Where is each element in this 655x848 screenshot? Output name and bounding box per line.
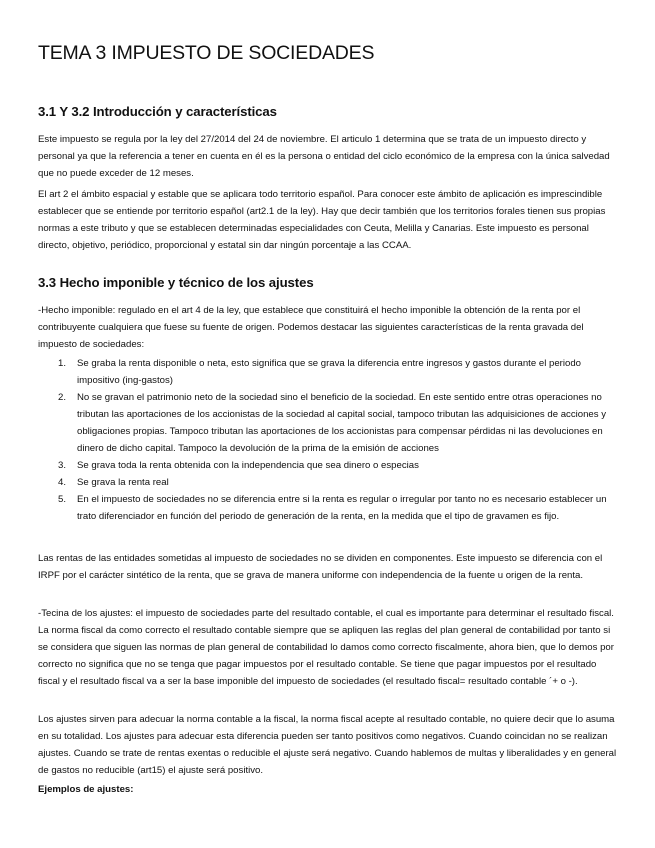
- paragraph-intro-1: Este impuesto se regula por la ley del 27/2014 del 24 de noviembre. El articulo 1 determina que se trata de un impuesto directo y personal ya que la referencia a tener en cuenta en él es la persona o entidad del ciclo económico de la empresa con la única salvedad que no puede exceder de 12 meses.: [38, 134, 610, 179]
- paragraph-intro-2: El art 2 el ámbito espacial y estable que se aplicara todo territorio español. Para conocer este ámbito de aplicación es imprescindible establecer que se entiende por territorio español (art2.1 de la ley). Hay que decir también que los territorios forales tienen sus propias normas a este tributo y que se establecen determinadas especialidades con Ceuta, Melilla y Canarias. Este impuesto es personal directo, objetivo, periódico, proporcional y estatal sin dar ningún porcentaje a las CCAA.: [38, 189, 606, 251]
- paragraph-rentas: Las rentas de las entidades sometidas al impuesto de sociedades no se dividen en componentes. Este impuesto se diferencia con el IRPF por el carácter sintético de la renta, que se grava de manera uniforme con independencia de la fuente u origen de la renta.: [38, 553, 603, 581]
- list-item: [38, 474, 618, 491]
- characteristics-list: [38, 355, 618, 525]
- list-item: [38, 491, 618, 525]
- list-item-number: 5.: [58, 494, 67, 505]
- list-item-text: En el impuesto de sociedades no se diferencia entre si la renta es regular o irregular por tanto no es necesario establecer un trato diferenciador en función del periodo de generación de la renta, en la medida que el tipo de gravamen es fijo.: [77, 494, 607, 522]
- list-item-text: Se grava la renta real: [77, 477, 169, 488]
- document-title: TEMA 3 IMPUESTO DE SOCIEDADES: [38, 42, 375, 64]
- list-item-text: Se graba la renta disponible o neta, esto significa que se grava la diferencia entre ingresos y gastos durante el periodo impositivo (ing-gastos): [77, 358, 581, 386]
- list-item: [38, 355, 618, 389]
- list-item: [38, 457, 618, 474]
- list-item-text: No se gravan el patrimonio neto de la sociedad sino el beneficio de la sociedad. En este sentido entre otras operaciones no tributan las aportaciones de los accionistas de la sociedad al capital social, tampoco tributan las adquisiciones de acciones y obligaciones propias. Tampoco tributan las aportaciones de los accionistas para compensar pérdidas ni las devoluciones en dinero de dicho capital. Tampoco la devolución de la prima de la emisión de acciones: [77, 392, 607, 454]
- paragraph-ajustes: Los ajustes sirven para adecuar la norma contable a la fiscal, la norma fiscal acepte al resultado contable, no quiere decir que lo asuma en su totalidad. Los ajustes para adecuar esta diferencia pueden ser tanto positivos como negativos. Cuando coincidan no se realizan ajustes. Cuando se trate de rentas exentas o reducible el ajuste será negativo. Cuando hablemos de multas y liberalidades y en general de gastos no reducible (art15) el ajuste será positivo.: [38, 714, 617, 776]
- list-item-number: 1.: [58, 358, 67, 369]
- paragraph-hecho-imponible: -Hecho imponible: regulado en el art 4 de la ley, que establece que constituirá el hecho imponible la obtención de la renta por el contribuyente cualquiera que fuese su fuente de origen. Podemos destacar las siguientes características de la renta gravada del impuesto de sociedades:: [38, 305, 584, 350]
- list-item-number: 4.: [58, 477, 67, 488]
- list-item-number: 3.: [58, 460, 67, 471]
- list-item-number: 2.: [58, 392, 67, 403]
- paragraph-tecnica-ajustes: -Tecina de los ajustes: el impuesto de sociedades parte del resultado contable, el cual es importante para determinar el resultado fiscal. La norma fiscal da como correcto el resultado contable siempre que se apliquen las reglas del plan general de contabilidad por tanto si se considera que siguen las normas de plan general de contabilidad lo damos como correcto fiscalmente, ahora bien, que lo demos por correcto no significa que no se tenga que pagar impuestos por el resultado contable. Se tiene que pagar impuestos por el resultado fiscal y el resultado fiscal va a ser la base imponible del impuesto de sociedades (el resultado fiscal= resultado contable ´+ o -).: [38, 608, 614, 687]
- list-item: [38, 389, 618, 457]
- list-item-text: Se grava toda la renta obtenida con la independencia que sea dinero o especias: [77, 460, 419, 471]
- section-heading-intro: 3.1 Y 3.2 Introducción y características: [38, 104, 277, 119]
- paragraph-ejemplos-heading: Ejemplos de ajustes:: [38, 784, 134, 795]
- section-heading-hecho-imponible: 3.3 Hecho imponible y técnico de los ajustes: [38, 275, 314, 290]
